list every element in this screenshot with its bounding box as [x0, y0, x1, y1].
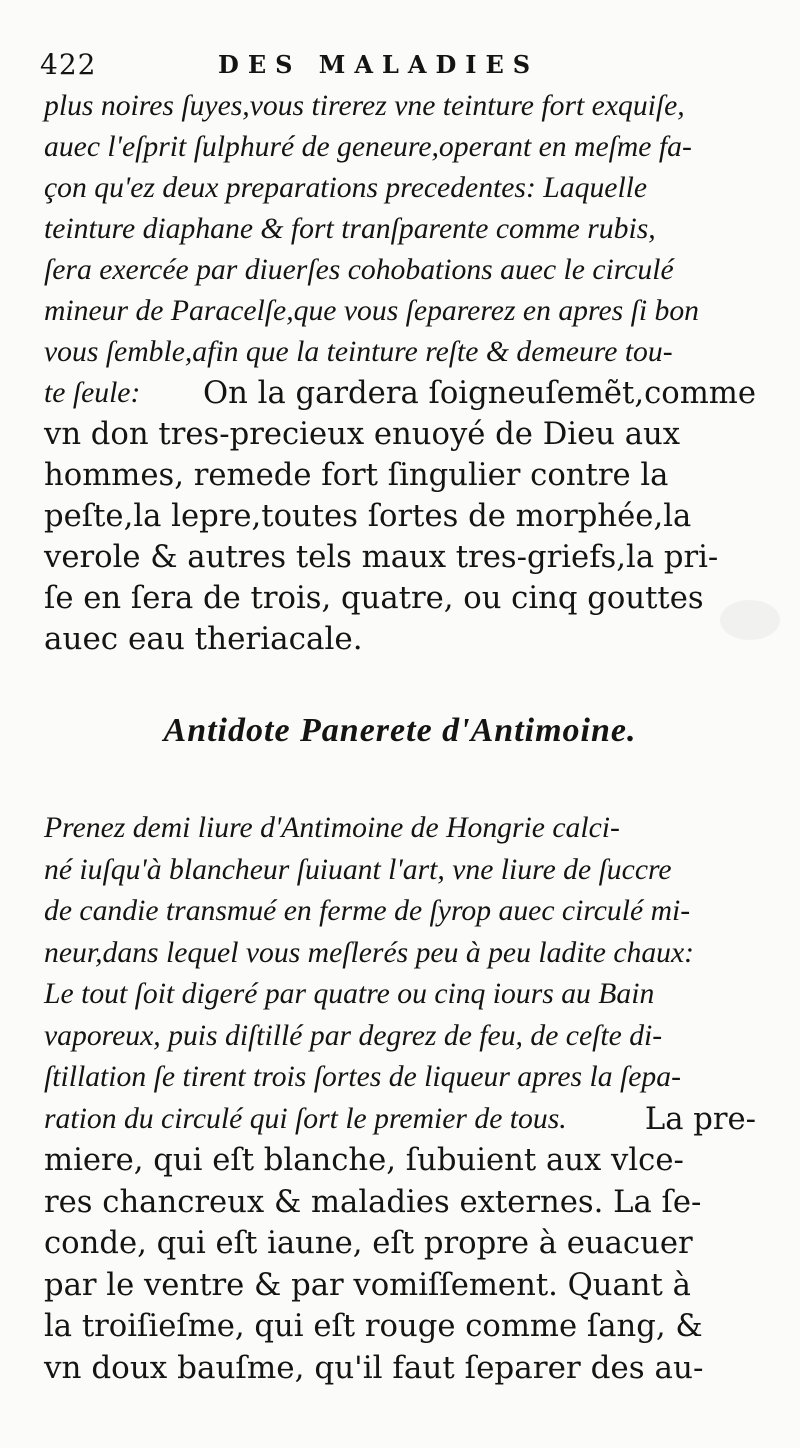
- line-content: [44, 250, 756, 290]
- line-content: [44, 1016, 756, 1056]
- text-line: [44, 168, 764, 208]
- italic-text: ſera exercée par diuerſes cohobations auec le circulé: [44, 253, 674, 286]
- italic-text: auec l'eſprit ſulphuré de geneure,operant en meſme fa-: [44, 130, 692, 163]
- italic-text: te ſeule:: [44, 376, 148, 409]
- text-line: [44, 850, 764, 890]
- text-line: [44, 250, 764, 290]
- line-content: [44, 578, 756, 618]
- text-line: [44, 1265, 764, 1305]
- roman-text: auec eau theriacale.: [44, 621, 363, 657]
- line-content: [44, 496, 756, 536]
- line-content: [44, 537, 756, 577]
- line-content: [44, 1223, 756, 1263]
- italic-text: Le tout ſoit digeré par quatre ou cinq iours au Bain: [44, 977, 655, 1010]
- line-content: [44, 850, 756, 890]
- roman-text: verole & autres tels maux tres-griefs,la pri-: [44, 539, 719, 575]
- italic-text: çon qu'ez deux preparations precedentes: Laquelle: [44, 171, 648, 204]
- text-line: [44, 455, 764, 495]
- text-line: [44, 1223, 764, 1263]
- line-content: [44, 1182, 756, 1222]
- text-line: [44, 127, 764, 167]
- italic-text: de candie transmué en ferme de ſyrop auec circulé mi-: [44, 894, 691, 927]
- text-line: [44, 1306, 764, 1346]
- line-content: [44, 1265, 756, 1305]
- roman-text: la troiſieſme, qui eſt rouge comme ſang, &: [44, 1308, 703, 1344]
- line-content: [44, 619, 363, 659]
- roman-text: vn don tres-precieux enuoyé de Dieu aux: [44, 416, 681, 452]
- text-line: [44, 808, 764, 848]
- section-title: Antidote Panerete d'Antimoine.: [163, 712, 637, 749]
- roman-text: ſe en ſera de trois, quatre, ou cinq gouttes: [44, 580, 704, 616]
- text-line: [44, 496, 764, 536]
- line-content: [44, 891, 756, 931]
- line-content: [44, 332, 756, 372]
- text-line: [44, 537, 764, 577]
- roman-text: vn doux bauſme, qu'il faut ſeparer des au-: [44, 1349, 704, 1386]
- text-line: [44, 891, 764, 931]
- line-content: [44, 209, 756, 249]
- text-line: [44, 619, 764, 659]
- text-line: [44, 209, 764, 249]
- text-line: [44, 1057, 764, 1097]
- text-line: [44, 578, 764, 618]
- page-number: 422: [40, 48, 97, 81]
- italic-text: ſtillation ſe tirent trois ſortes de liqueur apres la ſepa-: [44, 1060, 681, 1093]
- italic-text: ration du circulé qui ſort le premier de tous.: [44, 1101, 575, 1135]
- line-content: [44, 168, 756, 208]
- text-line: [44, 1140, 764, 1180]
- roman-text: miere, qui eſt blanche, ſubuient aux vlce-: [44, 1142, 684, 1178]
- line-content: [44, 373, 756, 413]
- text-line: [44, 1016, 764, 1056]
- roman-text: conde, qui eſt iaune, eſt propre à euacuer: [44, 1225, 693, 1261]
- roman-text: On la gardera ſoigneuſemẽt,comme: [203, 375, 756, 411]
- text-line: [44, 86, 764, 126]
- italic-text: plus noires ſuyes,vous tirerez vne teinture fort exquiſe,: [44, 89, 685, 122]
- roman-text: hommes, remede fort ſingulier contre la: [44, 457, 669, 493]
- line-content: [44, 1057, 756, 1097]
- text-line: [44, 974, 764, 1014]
- text-line: [44, 1348, 764, 1388]
- roman-text: res chancreux & maladies externes. La ſe-: [44, 1183, 702, 1220]
- roman-text: La pre-: [644, 1100, 756, 1137]
- line-content: [44, 808, 756, 848]
- line-content: [44, 414, 756, 454]
- italic-text: vous ſemble,afin que la teinture reſte & demeure tou-: [44, 335, 673, 368]
- running-head: DES MALADIES: [218, 50, 540, 79]
- text-line: [44, 414, 764, 454]
- italic-text: Prenez demi liure d'Antimoine de Hongrie calci-: [44, 811, 620, 844]
- line-content: [44, 455, 756, 495]
- line-content: [44, 86, 756, 126]
- line-content: [44, 291, 756, 331]
- text-line: [44, 1099, 764, 1139]
- line-content: [44, 1140, 756, 1180]
- line-content: [44, 1348, 703, 1388]
- text-line: [44, 1182, 764, 1222]
- text-line: [44, 933, 764, 973]
- italic-text: vaporeux, puis diſtillé par degrez de feu, de ceſte di-: [44, 1018, 663, 1052]
- text-line: [44, 373, 764, 413]
- line-content: [44, 933, 756, 973]
- italic-text: mineur de Paracelſe,que vous ſeparerez en apres ſi bon: [44, 294, 699, 327]
- text-line: [44, 291, 764, 331]
- line-content: [44, 974, 756, 1014]
- italic-text: teinture diaphane & fort tranſparente comme rubis,: [44, 212, 656, 245]
- roman-text: peſte,la lepre,toutes ſortes de morphée,la: [44, 498, 692, 534]
- text-line: [44, 332, 764, 372]
- italic-text: né iuſqu'à blancheur ſuiuant l'art, vne liure de ſuccre: [44, 852, 672, 886]
- roman-text: par le ventre & par vomiſſement. Quant à: [44, 1266, 691, 1303]
- line-content: [44, 1306, 756, 1346]
- line-content: [44, 127, 756, 167]
- italic-text: neur,dans lequel vous meſlerés peu à peu ladite chaux:: [44, 935, 695, 969]
- line-content: [44, 1099, 756, 1139]
